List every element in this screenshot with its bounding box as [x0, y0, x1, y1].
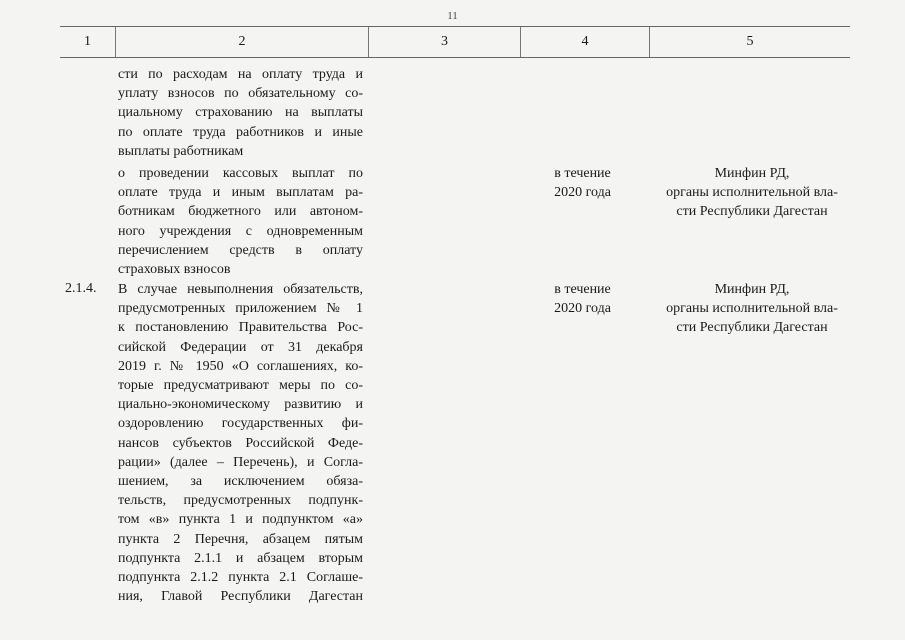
term-line: в течение	[554, 166, 611, 181]
row-term	[520, 164, 645, 202]
text-line: торые предусматривают меры по со-	[118, 378, 363, 394]
responsible-line: сти Республики Дагестан	[676, 320, 828, 335]
text-line: ного учреждения с одновременным	[118, 223, 363, 239]
text-line: подпункта 2.1.2 пункта 2.1 Соглаше-	[118, 570, 363, 586]
text-line: В случае невыполнения обязательств,	[118, 282, 363, 297]
table-header	[60, 26, 850, 58]
text-line: циальному страхованию на выплаты	[118, 105, 363, 121]
row-text	[118, 65, 363, 161]
row-text	[118, 280, 363, 606]
text-line: сийской Федерации от 31 декабря	[118, 339, 363, 355]
header-col-2: 2	[115, 27, 368, 57]
text-line: по оплате труда работников и иные	[118, 124, 363, 140]
text-line: сти по расходам на оплату труда и	[118, 67, 363, 82]
text-line: к постановлению Правительства Рос-	[118, 320, 363, 336]
header-col-5: 5	[649, 27, 850, 57]
responsible-line: Минфин РД,	[714, 282, 790, 297]
responsible-line: органы исполнительной вла-	[666, 301, 838, 316]
text-line: рации» (далее – Перечень), и Согла-	[118, 454, 363, 470]
responsible-line: органы исполнительной вла-	[666, 185, 838, 200]
responsible-line: сти Республики Дагестан	[676, 204, 828, 219]
text-line: том «в» пункта 1 и подпунктом «а»	[118, 512, 363, 528]
text-line: перечислением средств в оплату	[118, 242, 363, 258]
text-line: уплату взносов по обязательному со-	[118, 86, 363, 102]
text-line: тельств, предусмотренных подпунк-	[118, 493, 363, 509]
row-number: 2.1.4.	[65, 281, 97, 296]
text-line: предусмотренных приложением № 1	[118, 301, 363, 317]
row-responsible	[652, 164, 852, 221]
text-line: ния, Главой Республики Дагестан	[118, 589, 363, 605]
text-line: циально-экономическому развитию и	[118, 397, 363, 413]
term-line: 2020 года	[554, 185, 611, 200]
text-line: подпункта 2.1.1 и абзацем вторым	[118, 550, 363, 566]
text-line: выплаты работникам	[118, 143, 244, 159]
text-line: оздоровлению государственных фи-	[118, 416, 363, 432]
row-text	[118, 164, 363, 279]
page-number: 11	[447, 10, 458, 22]
row-responsible	[652, 280, 852, 337]
header-col-1: 1	[84, 34, 91, 49]
term-line: в течение	[554, 282, 611, 297]
text-line: нансов субъектов Российской Феде-	[118, 435, 363, 451]
header-col-3: 3	[368, 27, 520, 57]
row-term	[520, 280, 645, 318]
responsible-line: Минфин РД,	[714, 166, 790, 181]
text-line: страховых взносов	[118, 262, 231, 278]
term-line: 2020 года	[554, 301, 611, 316]
text-line: пункта 2 Перечня, абзацем пятым	[118, 531, 363, 547]
text-line: 2019 г. № 1950 «О соглашениях, ко-	[118, 358, 363, 374]
text-line: шением, за исключением обяза-	[118, 474, 363, 490]
text-line: ботникам бюджетного или автоном-	[118, 204, 363, 220]
text-line: оплате труда и иным выплатам ра-	[118, 185, 363, 201]
header-col-4: 4	[520, 27, 649, 57]
text-line: о проведении кассовых выплат по	[118, 166, 363, 181]
